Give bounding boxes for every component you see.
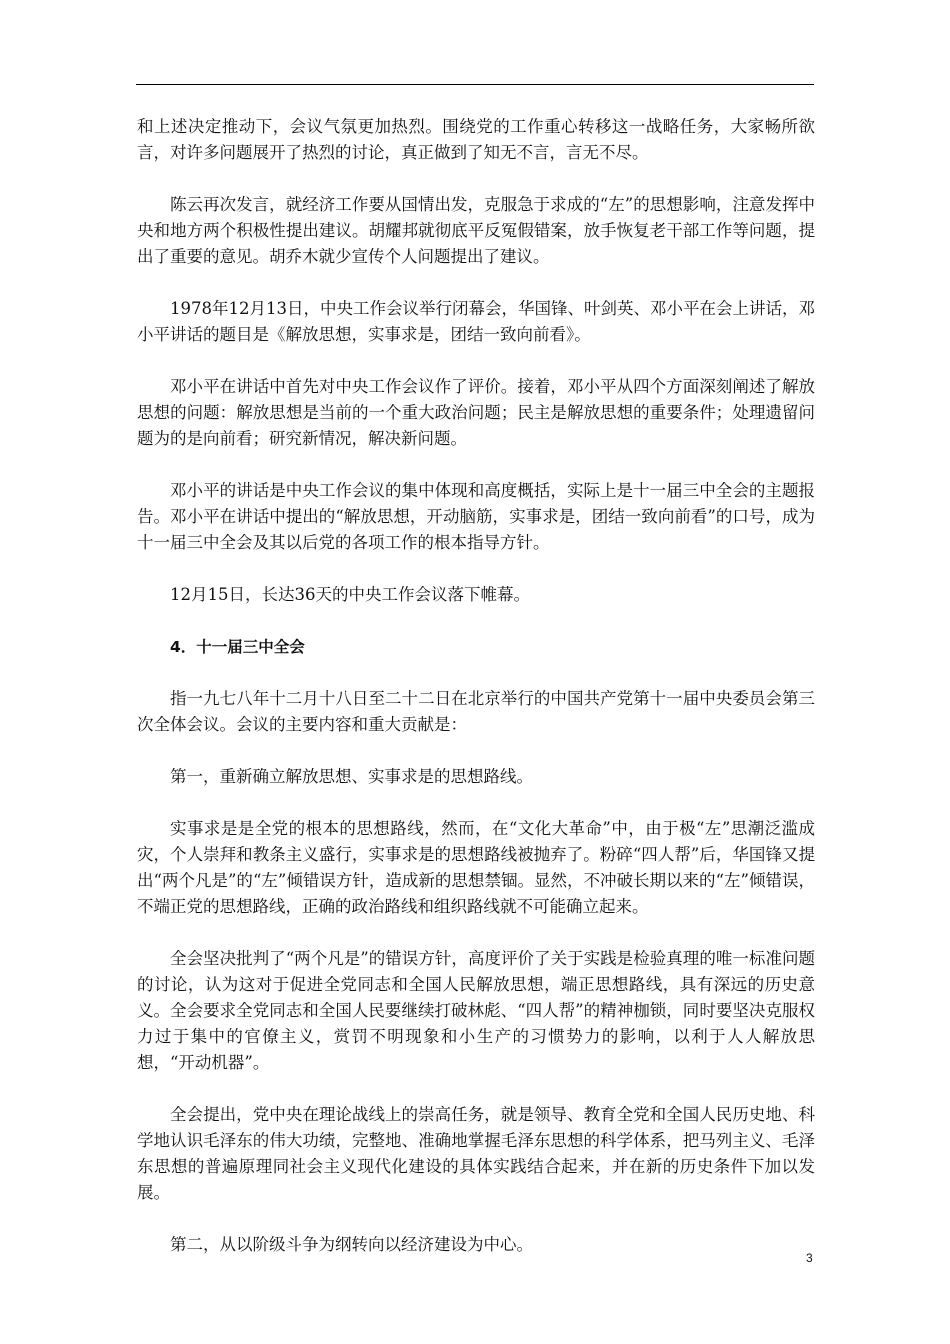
paragraph: 和上述决定推动下，会议气氛更加热烈。围绕党的工作重心转移这一战略任务，大家畅所欲言，对许多问题展开了热烈的讨论，真正做到了知无不言，言无不尽。 xyxy=(137,117,815,162)
paragraph: 陈云再次发言，就经济工作要从国情出发，克服急于求成的“左”的思想影响，注意发挥中央和地方两个积极性提出建议。胡耀邦就彻底平反冤假错案，放手恢复老干部工作等问题，提出了重要的意见。胡乔木就少宣传个人问题提出了建议。 xyxy=(137,195,815,266)
paragraph: 实事求是是全党的根本的思想路线，然而，在“文化大革命”中，由于极“左”思潮泛滥成灾，个人崇拜和教条主义盛行，实事求是的思想路线被抛弃了。粉碎“四人帮”后，华国锋又提出“两个凡是”的“左”倾错误方针，造成新的思想禁锢。显然，不冲破长期以来的“左”倾错误，不端正党的思想路线，正确的政治路线和组织路线就不可能确立起来。 xyxy=(137,819,815,916)
paragraph: 指一九七八年十二月十八日至二十二日在北京举行的中国共产党第十一届中央委员会第三次全体会议。会议的主要内容和重大贡献是： xyxy=(137,689,815,734)
paragraph: 1978年12月13日，中央工作会议举行闭幕会，华国锋、叶剑英、邓小平在会上讲话，邓小平讲话的题目是《解放思想，实事求是，团结一致向前看》。 xyxy=(137,299,815,344)
document-body xyxy=(137,114,815,1284)
section-heading: 4．十一届三中全会 xyxy=(170,638,305,656)
page-number: 3 xyxy=(806,1251,813,1265)
paragraph: 第二，从以阶级斗争为纲转向以经济建设为中心。 xyxy=(170,1235,533,1254)
paragraph: 邓小平的讲话是中央工作会议的集中体现和高度概括，实际上是十一届三中全会的主题报告。邓小平在讲话中提出的“解放思想，开动脑筋，实事求是，团结一致向前看”的口号，成为十一届三中全会及其以后党的各项工作的根本指导方针。 xyxy=(137,481,815,552)
paragraph: 全会坚决批判了“两个凡是”的错误方针，高度评价了关于实践是检验真理的唯一标准问题的讨论，认为这对于促进全党同志和全国人民解放思想，端正思想路线，具有深远的历史意义。全会要求全党同志和全国人民要继续打破林彪、“四人帮”的精神枷锁，同时要坚决克服权力过于集中的官僚主义，赏罚不明现象和小生产的习惯势力的影响，以利于人人解放思想，“开动机器”。 xyxy=(137,949,815,1072)
paragraph: 邓小平在讲话中首先对中央工作会议作了评价。接着，邓小平从四个方面深刻阐述了解放思想的问题：解放思想是当前的一个重大政治问题；民主是解放思想的重要条件；处理遗留问题为的是向前看；研究新情况，解决新问题。 xyxy=(137,377,815,448)
paragraph: 第一，重新确立解放思想、实事求是的思想路线。 xyxy=(170,767,533,786)
header-rule xyxy=(136,84,814,85)
paragraph: 全会提出，党中央在理论战线上的崇高任务，就是领导、教育全党和全国人民历史地、科学地认识毛泽东的伟大功绩，完整地、准确地掌握毛泽东思想的科学体系，把马列主义、毛泽东思想的普遍原理同社会主义现代化建设的具体实践结合起来，并在新的历史条件下加以发展。 xyxy=(137,1105,815,1202)
paragraph: 12月15日，长达36天的中央工作会议落下帷幕。 xyxy=(170,585,530,604)
